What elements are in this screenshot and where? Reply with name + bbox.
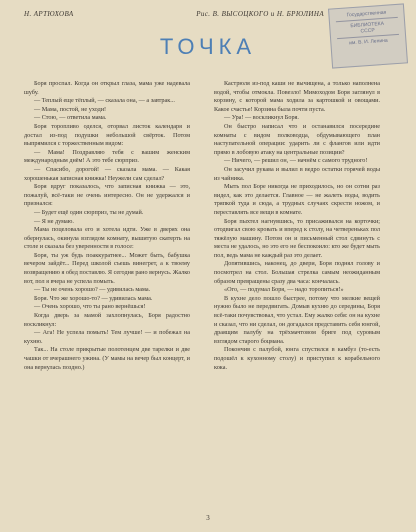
paragraph: — Будет ещё один сюрприз, ты не думай.	[34, 208, 144, 216]
text-column-left	[24, 80, 190, 510]
stamp-line: СССР	[360, 27, 375, 35]
text-column-right	[214, 80, 380, 510]
paragraph: — Стою, — ответила мама.	[34, 114, 107, 122]
paragraph: — Теплый еще тёплый, — сказала она, — а завтрак...	[34, 97, 175, 105]
paragraph: Так... На столе прикрытые полотенцем две тарелки и две чашки от вчерашнего ужина. (У мамы на вечер был концерт, и она вернулась поздно.)	[24, 346, 190, 371]
paragraph: Он засучил рукава и вылил в ведро остатки горячей воды из чайника.	[214, 165, 380, 182]
page-number: 3	[206, 514, 210, 522]
paragraph: — Спасибо, дорогой! — сказала мама. — Какая хорошенькая записная книжка! Неужели сам сделал?	[24, 165, 190, 182]
paragraph: «Ого, — подумал Боря, — надо торопиться!»	[224, 286, 344, 294]
paragraph: Боря проспал. Когда он открыл глаза, мама уже надевала шубу.	[24, 80, 190, 96]
paragraph: В кухне дело пошло быстрее, потому что мелкие вещей нужно было не передвигать. Домыв кухню до середины, Боря всё-таки почувствовал, что устал. Ему жалко себя: он на кухне и сказал, что ни сделал, он догадался представить себя юнгой, драящим палубу на трёхмачтовом бриге под суровым взглядом старого боцмана.	[214, 294, 380, 345]
story-title: ТОЧКА	[159, 34, 257, 59]
paragraph: Мыть пол Боре никогда не приходилось, но он сотни раз видел, как это делается. Главное — не жалеть воды, водить тряпкой туда и сюда, а трудных случаях скрести ножом, и переставлять все вещи в комнате.	[214, 183, 380, 216]
paragraph: — Ничего, — решил он, — начнём с самого трудного!	[224, 157, 368, 165]
paragraph: Боря торопливо оделся, оторвал листок календаря и достал из-под подушки небольшой свёрток. Потом выпрямился с торжественным видом:	[24, 122, 190, 148]
paragraph: Боря. Что же хорошо-то? — удивилась мама.	[34, 294, 153, 302]
author-name: Н. АРТЮХОВА	[24, 10, 74, 18]
paragraph: Боря, ты уж будь поаккуратнее... Может быть, бабушка вечером зайдёт... Перед школой съешь винегрет, а к твоему возвращению я обед поставлю. Я сегодня рано вернусь. Жалко вот, пол я вчера не успела помыть.	[24, 251, 190, 285]
stamp-line: Государственная	[346, 9, 387, 19]
paragraph: Допятившись, наконец, до двери, Боря поднял голову и посмотрел на стол. Большая стрелка самым неожиданным образом превращены сразу два часа: кончалась.	[214, 260, 380, 285]
paragraph: — Мама, постой, не уходи!	[34, 105, 107, 113]
paragraph: — Ты не очень хорошо? — удивилась мама.	[34, 286, 151, 294]
paragraph: — Ура! — воскликнул Боря.	[224, 114, 299, 122]
paragraph: Когда дверь за мамой захлопнулась, Боря радостно воскликнул:	[24, 312, 190, 328]
paragraph: — Очень хорошо, что ты рано вернёшься!	[34, 303, 146, 311]
paragraph: Мама поцеловала его и хотела идти. Уже в дверях она обернулась, окинула взглядом комнату, вышитую скатерть на столе и сказала без уверенности в голосе:	[24, 226, 190, 251]
stamp-line: им. В. И. Ленина	[348, 37, 388, 47]
paragraph: Боря пыхтел нагнувшись, то присаживался на корточки; отодвигал свою кровать и вперед к столу, на четвереньках пол тяжёлую машину. Потом он и письменный стол сдвинуть с места не удалось, но это его не беспокоило: кто же будет мыть пол, ведь мама не каждый раз это делает.	[214, 217, 380, 259]
paragraph: Он быстро написал что и останавился посередине комнаты с видом полководца, обдумывающего план наступательной операции: ударить ли с флангов или идти прямо в лобовую атаку на центральные позиции?	[214, 122, 380, 156]
stamp-line: БИБЛИОТЕКА	[350, 20, 385, 30]
paragraph: Боря вдруг показалось, что записная книжка — это, пожалуй, всё-таки не очень интересно. Он не удержался и признался:	[24, 183, 190, 208]
illustration-credit: Рис. В. ВЫСОЦКОГО и Н. БРЮЛИНА	[196, 10, 324, 18]
paragraph: — Мама! Поздравляю тебя с вашим женским международным днём! А это тебе сюрприз.	[24, 148, 190, 165]
paragraph: — Ага! Не успела помыть! Тем лучше! — и побежал на кухню.	[24, 329, 190, 345]
paragraph: — Я не думаю.	[34, 217, 74, 225]
paragraph: Покончив с палубой, юнга спустился в камбуз (то-есть подошёл к кухонному столу) и приступил к корабельного кока.	[214, 346, 380, 371]
paragraph: Кастрюля из-под каши не вычищена, а только наполнена водой, чтобы отмокла. Повезло! Мимоходом Боря заглянул в корзину, с которой мама ходила за картошкой и овощами. Какое счастье! Корзина была почти пуста.	[214, 80, 380, 113]
